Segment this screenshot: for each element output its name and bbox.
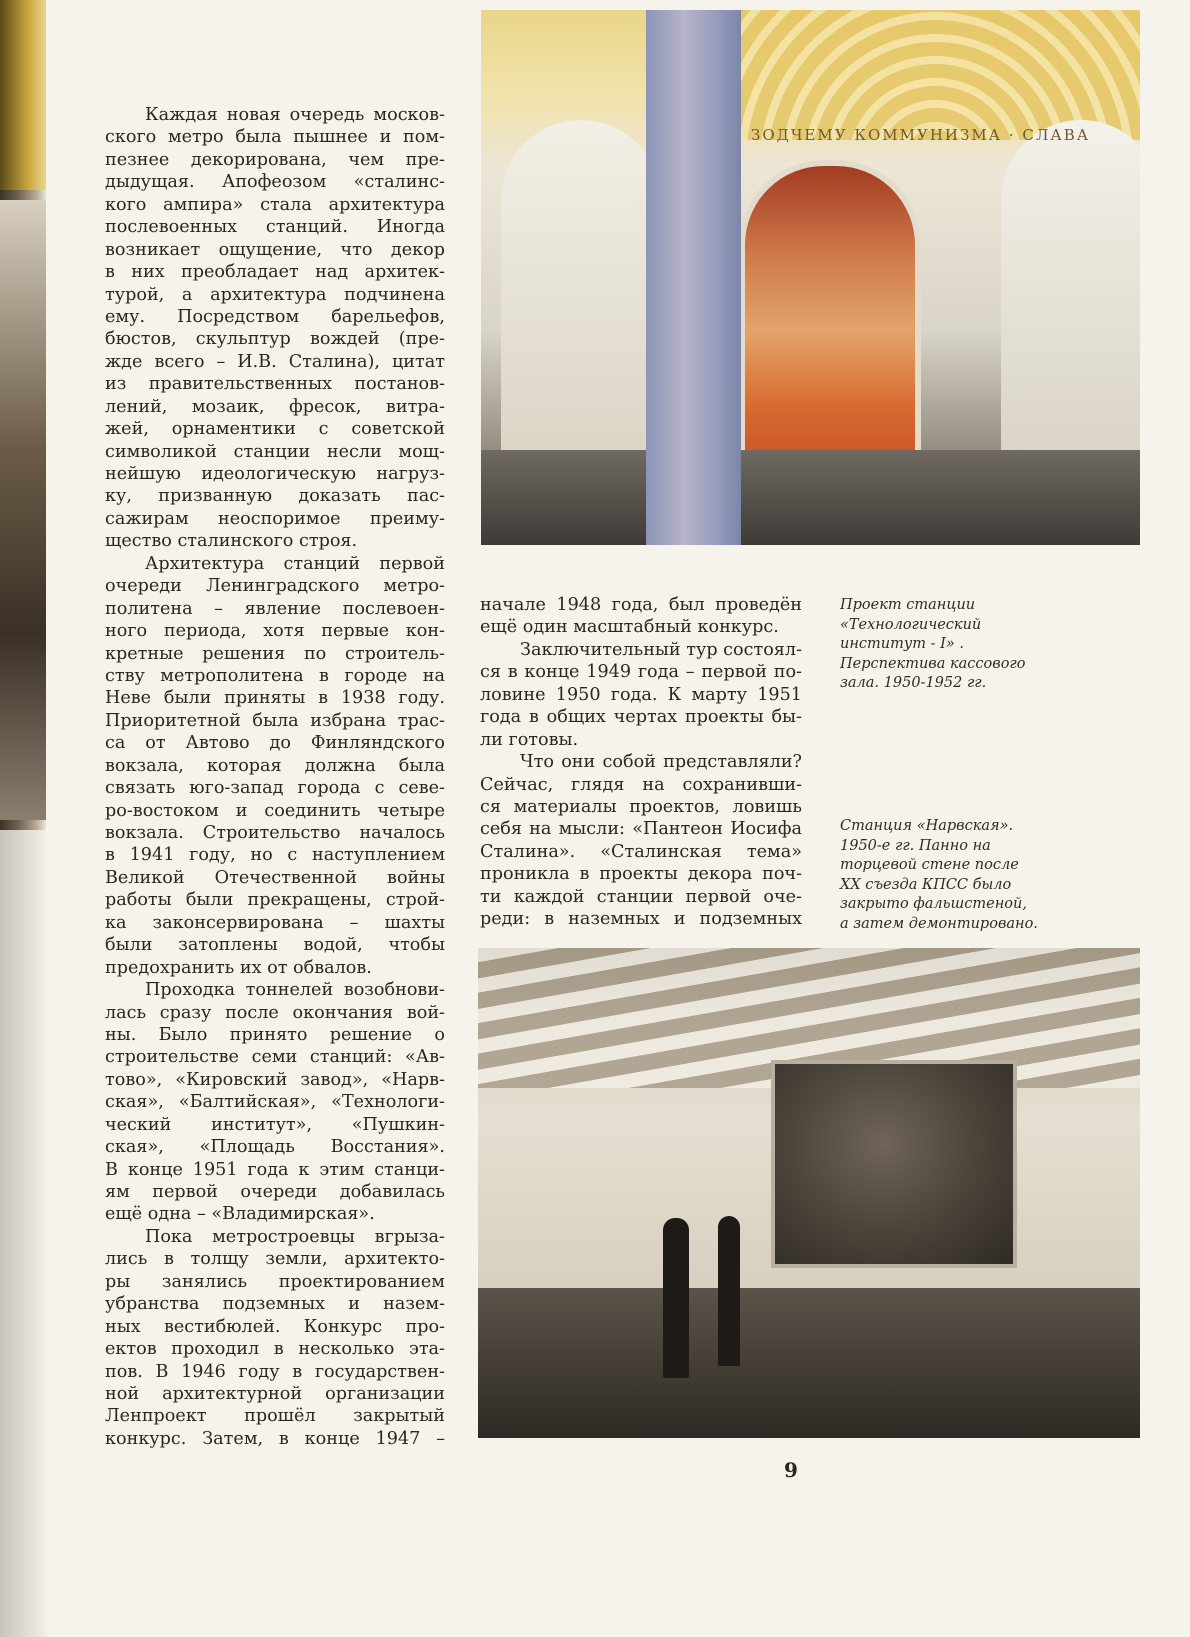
text-line: дыдущая. Апофеозом «сталинс- <box>105 172 445 193</box>
text-line: кретные решения по строитель- <box>105 643 445 664</box>
text-line: ны. Было принято решение о <box>105 1024 445 1045</box>
text-line: возникает ощущение, что декор <box>105 239 445 260</box>
text-line: работы были прекращены, строй- <box>105 890 445 911</box>
text-line: Архитектура станций первой <box>145 553 445 574</box>
text-line: жей, орнаментики с советской <box>105 419 445 440</box>
text-line: лись в толщу земли, архитекто- <box>105 1249 445 1270</box>
text-line: ка законсервирована – шахты <box>105 912 445 933</box>
caption-line: торцевой стене после <box>840 857 1019 873</box>
text-line: ти каждой станции первой оче- <box>480 886 802 907</box>
caption-top-image <box>840 596 1040 694</box>
text-line: В конце 1951 года к этим станци- <box>105 1159 445 1180</box>
text-line: в 1941 году, но с наступлением <box>105 845 445 866</box>
narvskaya-station-photo <box>478 948 1140 1438</box>
station-project-painting <box>481 10 1140 545</box>
caption-line: 1950-е гг. Панно на <box>840 837 991 854</box>
text-line: щество сталинского строя. <box>105 531 358 552</box>
text-line: Ленпроект прошёл закрытый <box>105 1406 445 1427</box>
text-line: послевоенных станций. Иногда <box>105 217 445 238</box>
text-line: ро-востоком и соединить четыре <box>105 800 445 821</box>
text-line: ещё один масштабный конкурс. <box>480 617 779 638</box>
text-line: были затоплены водой, чтобы <box>105 935 445 956</box>
book-spine-edge <box>0 0 46 1637</box>
text-line: кого ампира» стала архитектура <box>105 194 445 215</box>
text-line: ему. Посредством барельефов, <box>105 306 445 327</box>
text-line: ных вестибюлей. Конкурс про- <box>105 1316 445 1337</box>
caption-line: а затем демонтировано. <box>840 915 1038 932</box>
text-line: ческий институт», «Пушкин- <box>105 1114 445 1135</box>
text-line: ству метрополитена в городе на <box>105 665 445 686</box>
text-line: са от Автово до Финляндского <box>105 733 445 754</box>
text-line: ся материалы проектов, ловишь <box>480 796 802 817</box>
text-line: Заключительный тур состоял- <box>520 639 803 660</box>
text-line: конкурс. Затем, в конце 1947 – <box>105 1428 445 1449</box>
text-line: начале 1948 года, был проведён <box>480 595 802 615</box>
text-line: ры занялись проектированием <box>105 1271 445 1292</box>
text-line: убранства подземных и назем- <box>105 1294 445 1315</box>
text-line: лась сразу после окончания вой- <box>105 1002 445 1023</box>
text-line: Пока метростроевцы вгрыза- <box>145 1226 445 1247</box>
text-line: пезнее декорирована, чем пре- <box>105 149 445 170</box>
text-line: ская», «Площадь Восстания». <box>105 1137 445 1158</box>
caption-line: Станция «Нарвская». <box>840 818 1014 834</box>
text-line: Что они собой представляли? <box>520 752 802 773</box>
text-line: ского метро была пышнее и пом- <box>105 127 445 148</box>
text-line: ектов проходил в несколько эта- <box>105 1339 445 1360</box>
text-line: турой, а архитектура подчинена <box>105 284 445 305</box>
caption-line: закрыто фальшстеной, <box>840 896 1027 912</box>
text-line: Проходка тоннелей возобнови- <box>145 980 445 1001</box>
text-line: пов. В 1946 году в государствен- <box>105 1361 445 1382</box>
left-text-column <box>105 104 445 1450</box>
text-line: Приоритетной была избрана трас- <box>105 710 445 731</box>
text-line: вокзала. Строительство началось <box>105 823 445 843</box>
text-line: предохранить их от обвалов. <box>105 957 372 978</box>
text-line: из правительственных постанов- <box>105 374 445 395</box>
caption-line: XX съезда КПСС было <box>840 876 1012 893</box>
text-line: ку, призванную доказать пас- <box>105 486 445 507</box>
text-line: в них преобладает над архитек- <box>105 262 445 283</box>
caption-line: институт - I» . <box>840 636 964 652</box>
text-line: ещё одна – «Владимирская». <box>105 1204 375 1225</box>
text-line: ной архитектурной организации <box>105 1383 445 1404</box>
text-line: ся в конце 1949 года – первой по- <box>480 662 802 683</box>
text-line: года в общих чертах проекты бы- <box>480 707 802 728</box>
text-line: жде всего – И.В. Сталина), цитат <box>105 351 445 372</box>
text-line: сажирам неоспоримое преиму- <box>105 508 445 529</box>
text-line: ская», «Балтийская», «Технологи- <box>105 1092 445 1113</box>
text-line: нейшую идеологическую нагруз- <box>105 464 445 484</box>
text-line: ного периода, хотя первые кон- <box>105 621 445 642</box>
text-line: проникла в проекты декора поч- <box>480 864 802 885</box>
text-line: ям первой очереди добавилась <box>105 1182 445 1202</box>
dome-inscription: ЗОДЧЕМУ КОММУНИЗМА · СЛАВА <box>751 126 1091 144</box>
text-line: лений, мозаик, фресок, витра- <box>105 396 445 417</box>
text-line: ли готовы. <box>480 729 579 750</box>
page-number: 9 <box>784 1458 798 1482</box>
text-line: ловине 1950 года. К марту 1951 <box>480 684 802 705</box>
text-line: строительстве семи станций: «Ав- <box>105 1047 445 1068</box>
text-line: бюстов, скульптур вождей (пре- <box>105 329 445 350</box>
text-line: Неве были приняты в 1938 году. <box>105 688 445 709</box>
text-line: символикой станции несли мощ- <box>105 441 445 462</box>
caption-line: зала. 1950-1952 гг. <box>840 675 987 691</box>
text-line: связать юго-запад города с севе- <box>105 778 445 799</box>
text-line: Сейчас, глядя на сохранивши- <box>480 774 802 795</box>
text-line: себя на мысли: «Пантеон Иосифа <box>480 819 802 840</box>
caption-line: «Технологический <box>840 616 982 633</box>
text-line: Великой Отечественной войны <box>105 867 445 888</box>
text-line: очереди Ленинградского метро- <box>105 576 445 597</box>
caption-line: Перспектива кассового <box>840 655 1026 672</box>
text-line: Каждая новая очередь москов- <box>145 105 445 125</box>
middle-text-column <box>480 594 802 931</box>
caption-bottom-image <box>840 817 1050 934</box>
text-line: политена – явление послевоен- <box>105 598 445 619</box>
text-line: вокзала, которая должна была <box>105 755 445 776</box>
text-line: тово», «Кировский завод», «Нарв- <box>105 1069 445 1090</box>
caption-line: Проект станции <box>840 597 976 613</box>
text-line: Сталина». «Сталинская тема» <box>480 841 802 862</box>
text-line: реди: в наземных и подземных <box>480 909 802 930</box>
